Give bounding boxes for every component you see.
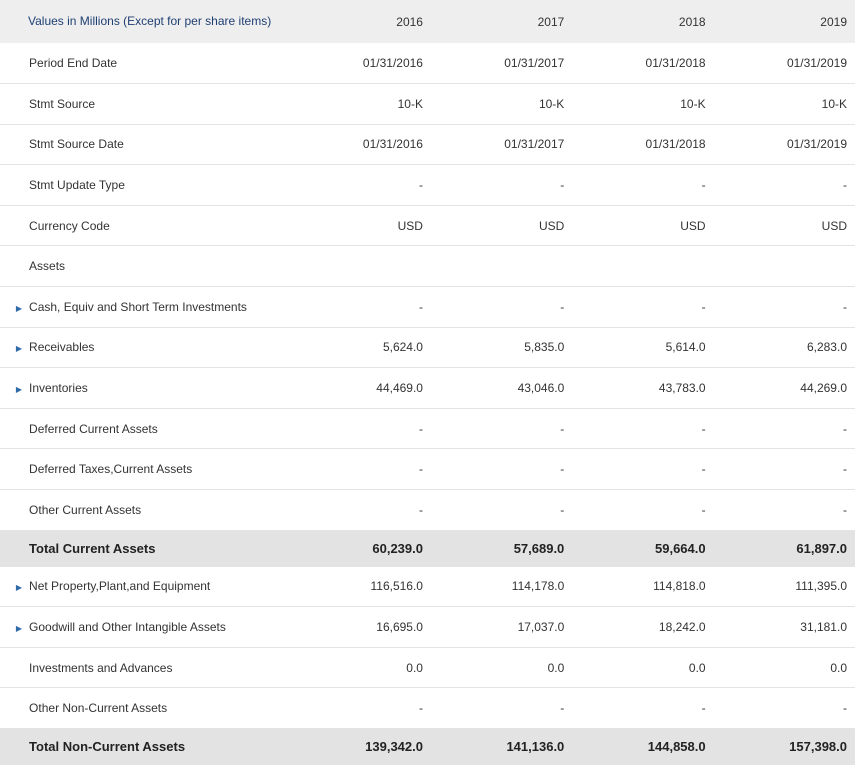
row-label: Stmt Source [29,96,96,111]
value-cell-2016: - [418,421,423,436]
table-body [0,43,855,765]
expand-cell[interactable] [0,368,24,409]
expand-cell [0,124,24,165]
table-row[interactable] [0,327,855,368]
value-cell-2018: 01/31/2018 [645,56,706,71]
row-label: Other Non-Current Assets [29,701,168,716]
expand-triangle-icon[interactable]: ▶ [15,583,23,593]
value-cell-2018: USD [680,218,706,233]
value-cell-2018: - [701,178,706,193]
header-year-2018[interactable]: 2018 [678,14,706,29]
value-cell-2019: 44,269.0 [800,381,847,396]
table-row [0,246,855,287]
value-cell-2016: - [418,701,423,716]
table-row [0,408,855,449]
value-cell-2018: - [701,421,706,436]
value-cell-2017: - [560,701,565,716]
value-cell-2017: - [560,178,565,193]
table-row [0,449,855,490]
table-row[interactable] [0,287,855,328]
table-row[interactable] [0,566,855,607]
value-cell-2019 [714,246,855,287]
value-cell-2016: 60,239.0 [372,540,423,556]
value-cell-2017: 0.0 [547,660,565,675]
value-cell-2016: 01/31/2016 [362,56,423,71]
value-cell-2019: 31,181.0 [800,620,847,635]
value-cell-2017: - [560,462,565,477]
expand-cell [0,43,24,84]
value-cell-2018: 114,818.0 [653,579,706,594]
value-cell-2018: 43,783.0 [658,381,706,396]
value-cell-2019: 157,398.0 [789,739,847,754]
value-cell-2017: 01/31/2017 [504,56,565,71]
header-year-2017[interactable]: 2017 [537,14,565,29]
expand-triangle-icon[interactable]: ▶ [15,303,23,313]
expand-cell[interactable] [0,287,24,328]
table-row [0,124,855,165]
table-row [0,647,855,688]
value-cell-2018: 0.0 [688,660,706,675]
value-cell-2016: 10-K [397,96,423,111]
value-cell-2017: 5,835.0 [524,340,565,355]
value-cell-2018: - [701,299,706,314]
expand-cell [0,530,24,566]
value-cell-2019: - [843,178,847,193]
value-cell-2016: - [418,502,423,517]
value-cell-2018 [572,246,713,287]
value-cell-2016: - [418,462,423,477]
value-cell-2018: 10-K [680,96,706,111]
value-cell-2016: 139,342.0 [365,739,423,754]
expand-cell [0,205,24,246]
value-cell-2017: - [560,421,565,436]
value-cell-2017: USD [538,218,565,233]
value-cell-2017: - [560,502,565,517]
row-label: Stmt Update Type [29,178,125,193]
value-cell-2019: USD [821,218,847,233]
expand-cell [0,84,24,125]
value-cell-2016: 0.0 [406,660,423,675]
total-row [0,530,855,566]
expand-cell [0,490,24,531]
table-row[interactable] [0,368,855,409]
row-label: Investments and Advances [29,660,173,675]
value-cell-2017: 141,136.0 [506,739,565,754]
value-cell-2016: - [418,299,423,314]
table-row [0,205,855,246]
row-label: Receivables [29,340,95,355]
row-label: Assets [29,259,66,274]
table-row [0,165,855,206]
value-cell-2018: - [701,462,706,477]
value-cell-2019: 111,395.0 [795,579,847,594]
header-year-2016[interactable]: 2016 [396,14,423,29]
expand-triangle-icon[interactable]: ▶ [15,385,23,395]
row-label: Total Non-Current Assets [29,739,186,754]
row-label: Goodwill and Other Intangible Assets [29,620,226,635]
header-label: Values in Millions (Except for per share items) [28,14,272,28]
value-cell-2019: - [843,701,847,716]
value-cell-2018: 18,242.0 [658,620,706,635]
expand-cell [0,246,24,287]
row-label: Cash, Equiv and Short Term Investments [29,299,247,314]
row-label: Total Current Assets [29,540,156,556]
value-cell-2017: - [560,299,565,314]
row-label: Deferred Current Assets [29,421,158,436]
table-row[interactable] [0,607,855,648]
value-cell-2019: 10-K [821,96,847,111]
row-label: Period End Date [29,56,118,71]
value-cell-2018: 59,664.0 [655,540,706,556]
value-cell-2019: - [843,462,847,477]
value-cell-2019: - [843,502,847,517]
table-row [0,490,855,531]
value-cell-2017: 57,689.0 [513,540,565,556]
row-label: Deferred Taxes,Current Assets [29,462,193,477]
expand-cell [0,647,24,688]
table-row [0,84,855,125]
row-label: Currency Code [29,218,110,233]
value-cell-2016: - [418,178,423,193]
row-label: Net Property,Plant,and Equipment [29,579,211,594]
expand-cell [0,688,24,729]
value-cell-2019: 6,283.0 [806,340,847,355]
value-cell-2017: 01/31/2017 [504,137,565,152]
value-cell-2019: - [843,421,847,436]
row-label: Inventories [29,381,88,396]
expand-triangle-icon[interactable]: ▶ [15,344,23,354]
value-cell-2016: 44,469.0 [376,381,423,396]
value-cell-2017: 17,037.0 [517,620,565,635]
header-year-2019[interactable]: 2019 [820,14,847,29]
value-cell-2017: 43,046.0 [517,381,565,396]
total-row [0,729,855,765]
row-label: Stmt Source Date [29,137,124,152]
expand-cell[interactable] [0,566,24,607]
value-cell-2019: 01/31/2019 [786,137,847,152]
value-cell-2018: - [701,701,706,716]
value-cell-2017: 10-K [538,96,565,111]
value-cell-2019: 01/31/2019 [786,56,847,71]
row-label: Other Current Assets [29,502,142,517]
value-cell-2018: - [701,502,706,517]
expand-cell [0,165,24,206]
value-cell-2017: 114,178.0 [511,579,565,594]
value-cell-2019: - [843,299,847,314]
expand-cell [0,408,24,449]
value-cell-2016: 16,695.0 [376,620,423,635]
header-row [0,0,855,43]
value-cell-2016: 01/31/2016 [362,137,423,152]
table-row [0,688,855,729]
expand-triangle-icon[interactable]: ▶ [15,624,23,634]
value-cell-2018: 144,858.0 [647,739,706,754]
value-cell-2016: 116,516.0 [370,579,423,594]
value-cell-2016: 5,624.0 [382,340,423,355]
value-cell-2019: 0.0 [830,660,847,675]
value-cell-2019: 61,897.0 [796,540,847,556]
value-cell-2016 [290,246,431,287]
value-cell-2018: 5,614.0 [665,340,706,355]
value-cell-2016: USD [397,218,423,233]
expand-cell [0,729,24,765]
table-row [0,43,855,84]
expand-cell[interactable] [0,607,24,648]
expand-cell[interactable] [0,327,24,368]
value-cell-2017 [431,246,572,287]
expand-cell [0,449,24,490]
value-cell-2018: 01/31/2018 [645,137,706,152]
